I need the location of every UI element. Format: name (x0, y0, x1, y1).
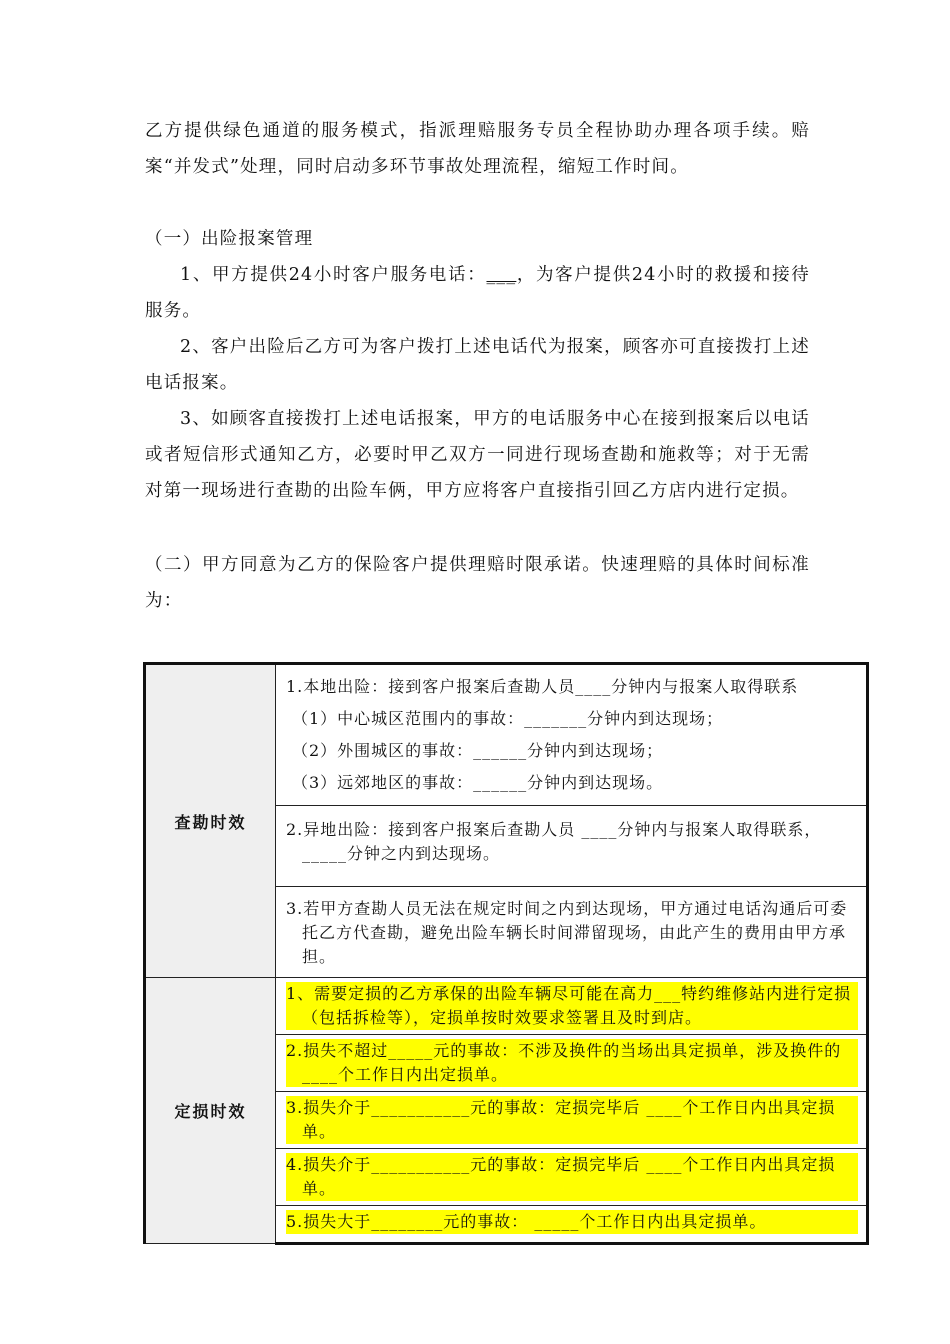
assess-cell-2 (276, 1035, 868, 1092)
survey-label-cell (145, 664, 276, 978)
assess-label: 定损时效 (174, 1102, 247, 1121)
assess-3: 3.损失介于___________元的事故：定损完毕后 ____个工作日内出具定损单。 (286, 1096, 858, 1144)
survey-label: 查勘时效 (174, 812, 247, 832)
item1-text-a: 1、甲方提供24小时客户服务电话： (180, 265, 487, 285)
section1-item3: 3、如顾客直接拨打上述电话报案，甲方的电话服务中心在接到报案后以电话或者短信形式通知乙方，必要时甲乙双方一同进行现场查勘和施救等；对于无需对第一现场进行查勘的出险车俩，甲方应将客户直接指引回乙方店内进行定损。 (145, 409, 810, 501)
survey-1-c: （3）远郊地区的事故：______分钟内到达现场。 (292, 773, 664, 792)
survey-1-b: （2）外围城区的事故：______分钟内到达现场； (292, 741, 664, 760)
assess-cell-1 (276, 978, 868, 1035)
assess-label-cell (145, 978, 276, 1244)
survey-cell-1 (276, 664, 868, 806)
section1-heading: （一）出险报案管理 (145, 229, 314, 249)
assess-1: 1、需要定损的乙方承保的出险车辆尽可能在高力___特约维修站内进行定损（包括拆检等），定损单按时效要求签署且及时到店。 (286, 982, 858, 1030)
table-row (145, 664, 868, 806)
claim-timing-table (143, 662, 869, 1245)
survey-1-title: 1.本地出险：接到客户报案后查勘人员____分钟内与报案人取得联系 (286, 677, 799, 696)
survey-cell-2 (276, 806, 868, 887)
survey-cell-3 (276, 887, 868, 978)
assess-cell-3 (276, 1092, 868, 1149)
assess-2: 2.损失不超过_____元的事故：不涉及换件的当场出具定损单，涉及换件的____个工作日内出定损单。 (286, 1039, 858, 1087)
section2-heading: （二）甲方同意为乙方的保险客户提供理赔时限承诺。快速理赔的具体时间标准为： (145, 555, 810, 611)
section1-item2: 2、客户出险后乙方可为客户拨打上述电话代为报案，顾客亦可直接拨打上述电话报案。 (145, 337, 810, 393)
section1-item1 (145, 257, 810, 329)
survey-1-a: （1）中心城区范围内的事故：_______分钟内到达现场； (292, 709, 724, 728)
survey-3: 3.若甲方查勘人员无法在规定时间之内到达现场，甲方通过电话沟通后可委托乙方代查勘，避免出险车辆长时间滞留现场，由此产生的费用由甲方承担。 (286, 899, 848, 966)
intro-paragraph: 乙方提供绿色通道的服务模式，指派理赔服务专员全程协助办理各项手续。赔案“并发式”处理，同时启动多环节事故处理流程，缩短工作时间。 (145, 121, 810, 177)
item1-text-b: ，为客户提供24小时的救援和接待服务。 (145, 265, 811, 321)
table-row (145, 978, 868, 1035)
assess-cell-5 (276, 1206, 868, 1244)
assess-5: 5.损失大于________元的事故： _____个工作日内出具定损单。 (286, 1210, 858, 1234)
assess-4: 4.损失介于___________元的事故：定损完毕后 ____个工作日内出具定损单。 (286, 1153, 858, 1201)
survey-2: 2.异地出险：接到客户报案后查勘人员 ____分钟内与报案人取得联系， _____分钟之内到达现场。 (286, 820, 822, 863)
item1-blank: ___ (486, 265, 517, 285)
assess-cell-4 (276, 1149, 868, 1206)
